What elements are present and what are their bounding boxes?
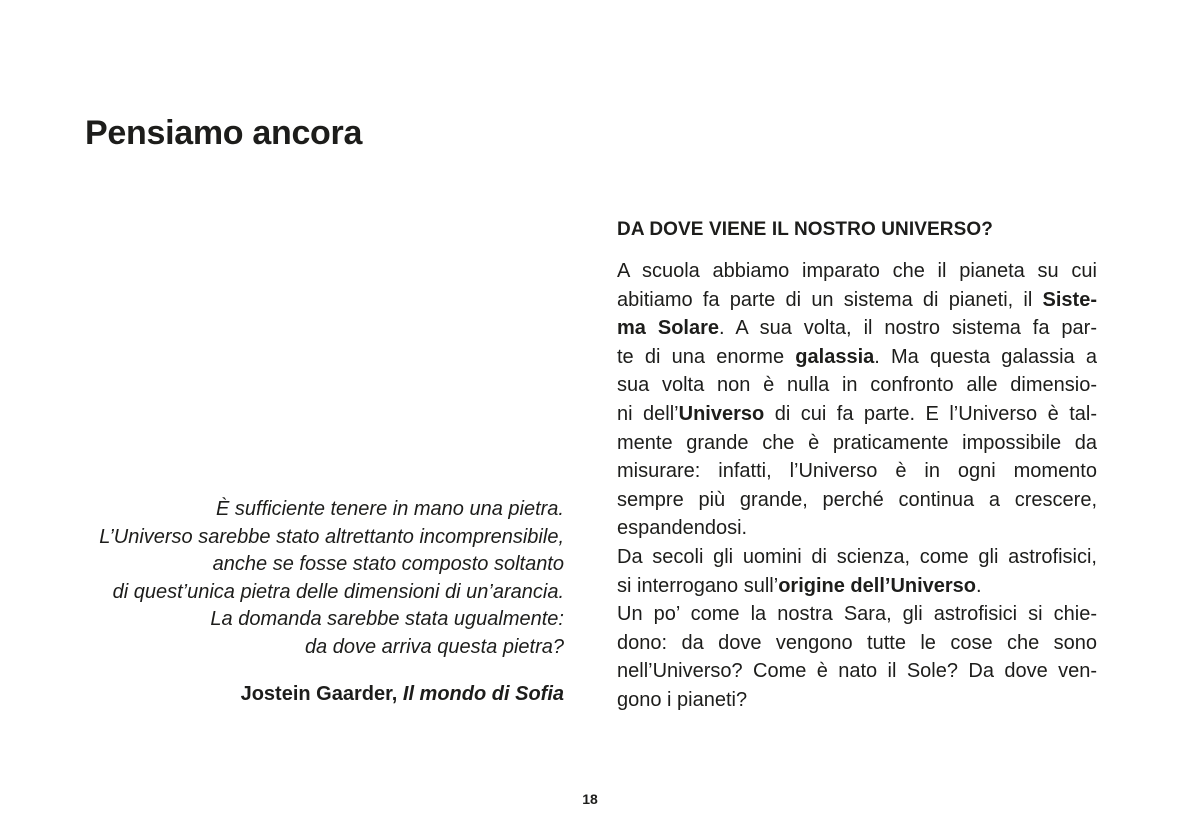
quote-line: di quest’unica pietra delle dimensioni di un’arancia. xyxy=(112,580,564,603)
body-line xyxy=(617,486,1097,515)
page-title: Pensiamo ancora xyxy=(85,114,363,152)
body-line xyxy=(617,514,1097,543)
body-text-run: te di una enorme xyxy=(617,345,796,368)
quote-line: da dove arriva questa pietra? xyxy=(304,635,564,658)
body-text-run: gono i pianeti? xyxy=(617,688,748,711)
quote-text xyxy=(64,496,564,661)
body-line xyxy=(617,429,1097,458)
text-section xyxy=(617,217,1097,715)
body-line xyxy=(617,314,1097,343)
body-text-run: si interrogano sull’ xyxy=(617,574,779,597)
body-text-run: sua volta non è nulla in confronto alle dimensio- xyxy=(617,374,1097,397)
body-line xyxy=(617,371,1097,400)
body-text-run: di cui fa parte. E l’Universo è tal- xyxy=(764,402,1097,425)
body-text-run: abitiamo fa parte di un sistema di pianeti, il xyxy=(617,288,1043,311)
body-line xyxy=(617,457,1097,486)
quote-line: anche se fosse stato composto soltanto xyxy=(212,553,564,575)
body-line xyxy=(617,657,1097,686)
body-line xyxy=(617,286,1097,315)
body-text-run: nell’Universo? Come è nato il Sole? Da dove ven- xyxy=(617,660,1097,683)
bold-term: galassia xyxy=(795,345,875,368)
quote-author: Jostein Gaarder, xyxy=(240,683,398,705)
bold-term: Siste- xyxy=(1042,288,1097,311)
body-line xyxy=(617,543,1097,572)
quote-work-title: Il mondo di Sofia xyxy=(402,683,564,705)
body-text-run: sempre più grande, perché continua a crescere, xyxy=(617,488,1097,511)
body-text-run: . A sua volta, il nostro sistema fa par- xyxy=(719,317,1097,340)
quote-line: L’Universo sarebbe stato altrettanto incomprensibile, xyxy=(99,525,564,548)
body-line xyxy=(617,686,1097,715)
page-number: 18 xyxy=(582,791,598,807)
body-text-run: mente grande che è praticamente impossibile da xyxy=(617,431,1097,454)
bold-term: Universo xyxy=(678,402,765,425)
body-text-run: Un po’ come la nostra Sara, gli astrofisici si chie- xyxy=(617,603,1097,626)
bold-term: ma Solare xyxy=(617,317,720,340)
body-line xyxy=(617,572,1097,601)
body-text-run: Da secoli gli uomini di scienza, come gli astrofisici, xyxy=(617,545,1097,568)
body-line xyxy=(617,400,1097,429)
quote-line: La domanda sarebbe stata ugualmente: xyxy=(210,608,564,630)
body-line xyxy=(617,343,1097,372)
quote-attribution xyxy=(64,681,564,707)
bold-term: origine dell’Universo xyxy=(778,574,977,597)
body-line xyxy=(617,600,1097,629)
section-body xyxy=(617,257,1097,715)
body-text-run: dono: da dove vengono tutte le cose che sono xyxy=(617,631,1097,654)
quote-line: È sufficiente tenere in mano una pietra. xyxy=(216,498,564,520)
epigraph-quote xyxy=(64,496,564,707)
body-line xyxy=(617,257,1097,286)
section-heading: DA DOVE VIENE IL NOSTRO UNIVERSO? xyxy=(617,219,993,240)
body-line xyxy=(617,629,1097,658)
body-text-run: . xyxy=(976,574,982,597)
body-text-run: ni dell’ xyxy=(617,402,679,425)
body-text-run: A scuola abbiamo imparato che il pianeta su cui xyxy=(617,260,1097,282)
body-text-run: . Ma questa galassia a xyxy=(874,345,1097,368)
body-text-run: misurare: infatti, l’Universo è in ogni momento xyxy=(617,460,1097,483)
body-text-run: espandendosi. xyxy=(617,517,748,540)
